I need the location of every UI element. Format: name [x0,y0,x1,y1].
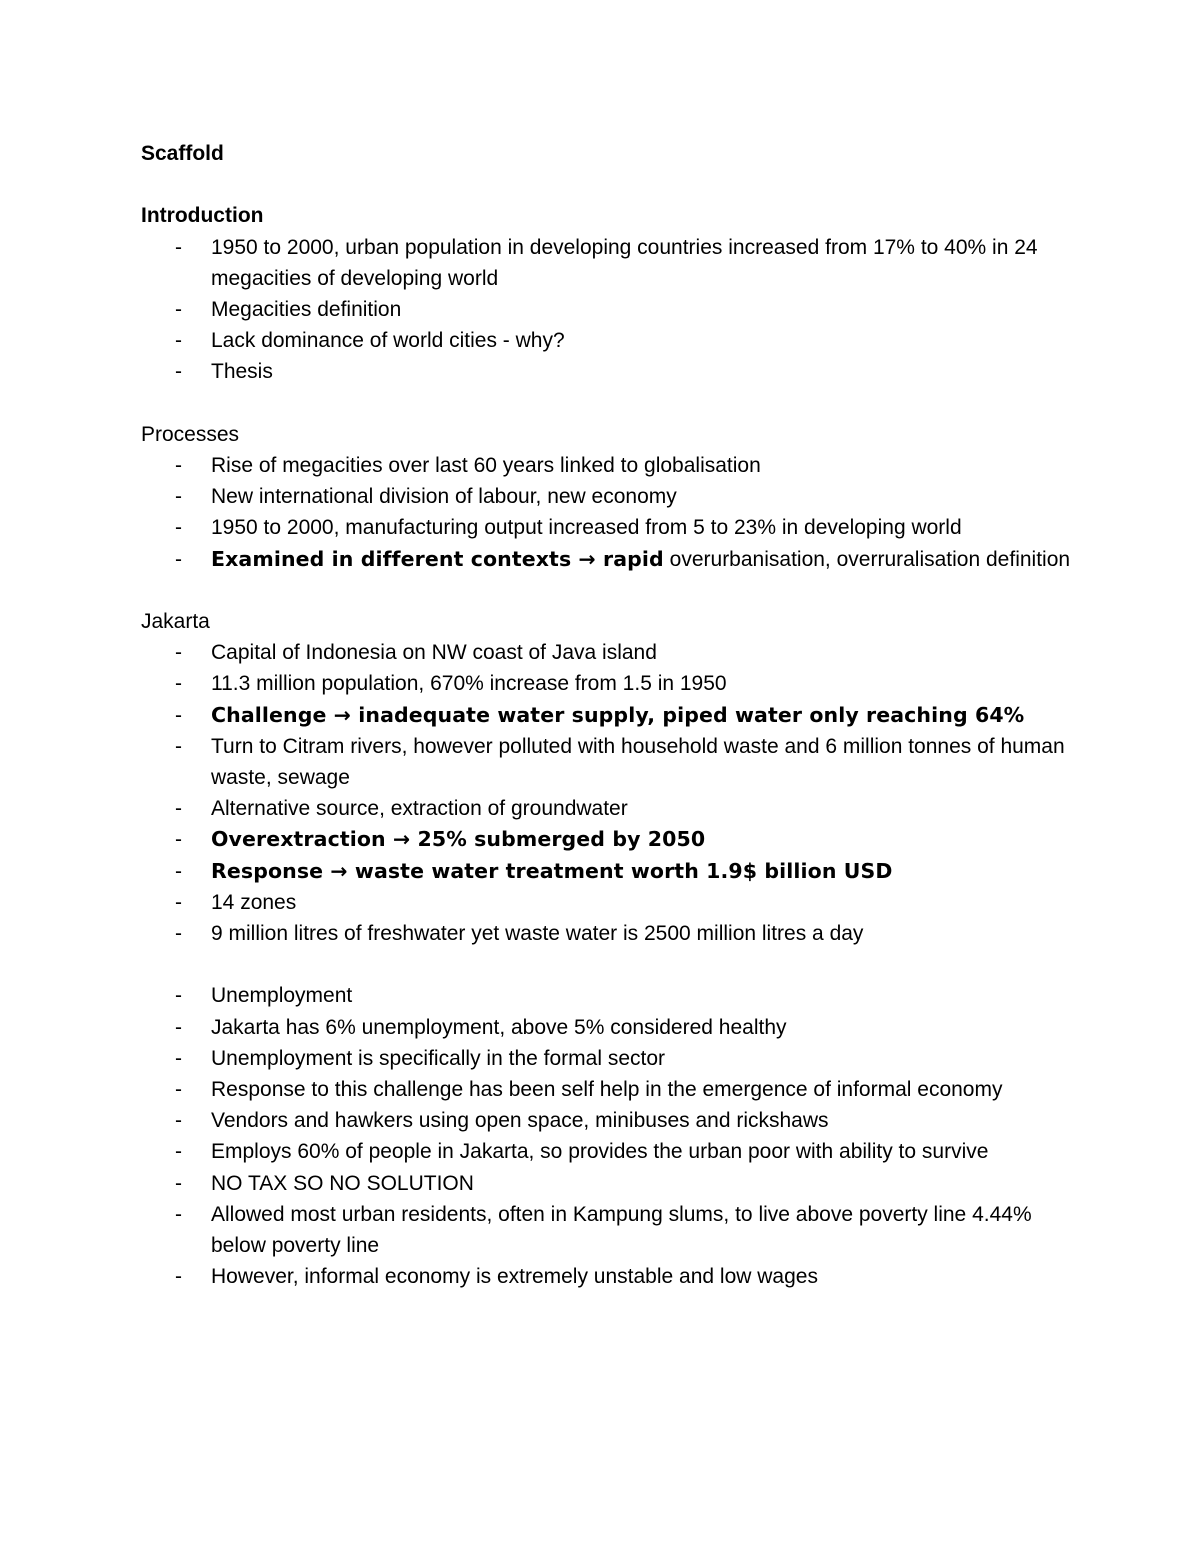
list-item [141,450,1071,481]
dash-bullet: - [175,1109,182,1133]
list-item-bold-text: Examined in different contexts → rapid [211,546,664,571]
processes-heading: Processes [141,422,240,446]
dash-bullet: - [175,1265,182,1289]
spacer [141,575,1071,606]
list-item-text: Unemployment is specifically in the formal sector [211,1046,666,1070]
list-item [141,980,1071,1011]
list-item [141,544,1071,575]
dash-bullet: - [175,890,182,914]
list-item-text: Response to this challenge has been self help in the emergence of informal economy [211,1077,1003,1101]
list-item [141,232,1071,294]
dash-bullet: - [175,516,182,540]
list-item [141,1105,1071,1136]
list-item-text: 9 million litres of freshwater yet waste water is 2500 million litres a day [211,921,864,945]
list-item-text: 11.3 million population, 670% increase from 1.5 in 1950 [211,672,727,696]
dash-bullet: - [175,859,182,883]
dash-bullet: - [175,641,182,665]
introduction-list [141,232,1071,388]
list-item-text: Unemployment [211,984,353,1008]
spacer [141,388,1071,419]
list-item-text: Allowed most urban residents, often in Kampung slums, to live above poverty line 4.44% below poverty line [211,1202,1032,1257]
dash-bullet: - [175,329,182,353]
list-item-bold-text: Response → waste water treatment worth 1.9$ billion USD [211,858,893,883]
dash-bullet: - [175,672,182,696]
list-item [141,793,1071,824]
processes-list [141,450,1071,575]
list-item-text: Vendors and hawkers using open space, minibuses and rickshaws [211,1109,829,1133]
list-item-text: Employs 60% of people in Jakarta, so provides the urban poor with ability to survive [211,1140,989,1164]
list-item-text: Alternative source, extraction of groundwater [211,797,628,821]
list-item [141,700,1071,731]
list-item [141,637,1071,668]
unemployment-list [141,980,1071,1292]
list-item-text: 1950 to 2000, urban population in developing countries increased from 17% to 40% in 24 megacities of developing world [211,235,1038,290]
dash-bullet: - [175,1171,182,1195]
list-item [141,824,1071,855]
dash-bullet: - [175,703,182,727]
list-item-text: Capital of Indonesia on NW coast of Java island [211,641,657,665]
list-item [141,918,1071,949]
jakarta-heading: Jakarta [141,609,210,633]
list-item-text: Thesis [211,360,273,384]
list-item-text: 14 zones [211,890,297,914]
list-item [141,1074,1071,1105]
dash-bullet: - [175,297,182,321]
list-item [141,668,1071,699]
dash-bullet: - [175,485,182,509]
dash-bullet: - [175,1046,182,1070]
list-item [141,731,1071,793]
document-title: Scaffold [141,142,224,165]
list-item [141,856,1071,887]
document-page [141,138,1071,1292]
list-item-text: Turn to Citram rivers, however polluted with household waste and 6 million tonnes of human waste, sewage [211,734,1065,789]
dash-bullet: - [175,360,182,384]
spacer [141,169,1071,200]
list-item [141,481,1071,512]
dash-bullet: - [175,1077,182,1101]
list-item-text: New international division of labour, new economy [211,485,677,509]
list-item [141,512,1071,543]
list-item [141,356,1071,387]
dash-bullet: - [175,984,182,1008]
list-item-text: Rise of megacities over last 60 years linked to globalisation [211,453,761,477]
dash-bullet: - [175,734,182,758]
list-item [141,1043,1071,1074]
list-item [141,1168,1071,1199]
jakarta-list [141,637,1071,949]
list-item-bold-text: Challenge → inadequate water supply, piped water only reaching 64% [211,702,1025,727]
list-item-text: Jakarta has 6% unemployment, above 5% considered healthy [211,1015,787,1039]
dash-bullet: - [175,547,182,571]
list-item-text: overurbanisation, overruralisation definition [663,547,1071,571]
dash-bullet: - [175,235,182,259]
dash-bullet: - [175,828,182,852]
dash-bullet: - [175,1015,182,1039]
list-item [141,325,1071,356]
list-item-text: Lack dominance of world cities - why? [211,329,565,353]
list-item [141,1261,1071,1292]
list-item-text: NO TAX SO NO SOLUTION [211,1171,474,1195]
spacer [141,949,1071,980]
list-item-bold-text: Overextraction → 25% submerged by 2050 [211,827,706,852]
list-item [141,1199,1071,1261]
dash-bullet: - [175,453,182,477]
dash-bullet: - [175,1140,182,1164]
list-item [141,1012,1071,1043]
list-item [141,1136,1071,1167]
introduction-heading: Introduction [141,204,264,228]
list-item-text: However, informal economy is extremely unstable and low wages [211,1265,818,1289]
list-item [141,887,1071,918]
list-item-text: 1950 to 2000, manufacturing output increased from 5 to 23% in developing world [211,516,962,540]
dash-bullet: - [175,797,182,821]
list-item [141,294,1071,325]
dash-bullet: - [175,921,182,945]
list-item-text: Megacities definition [211,297,402,321]
dash-bullet: - [175,1202,182,1226]
